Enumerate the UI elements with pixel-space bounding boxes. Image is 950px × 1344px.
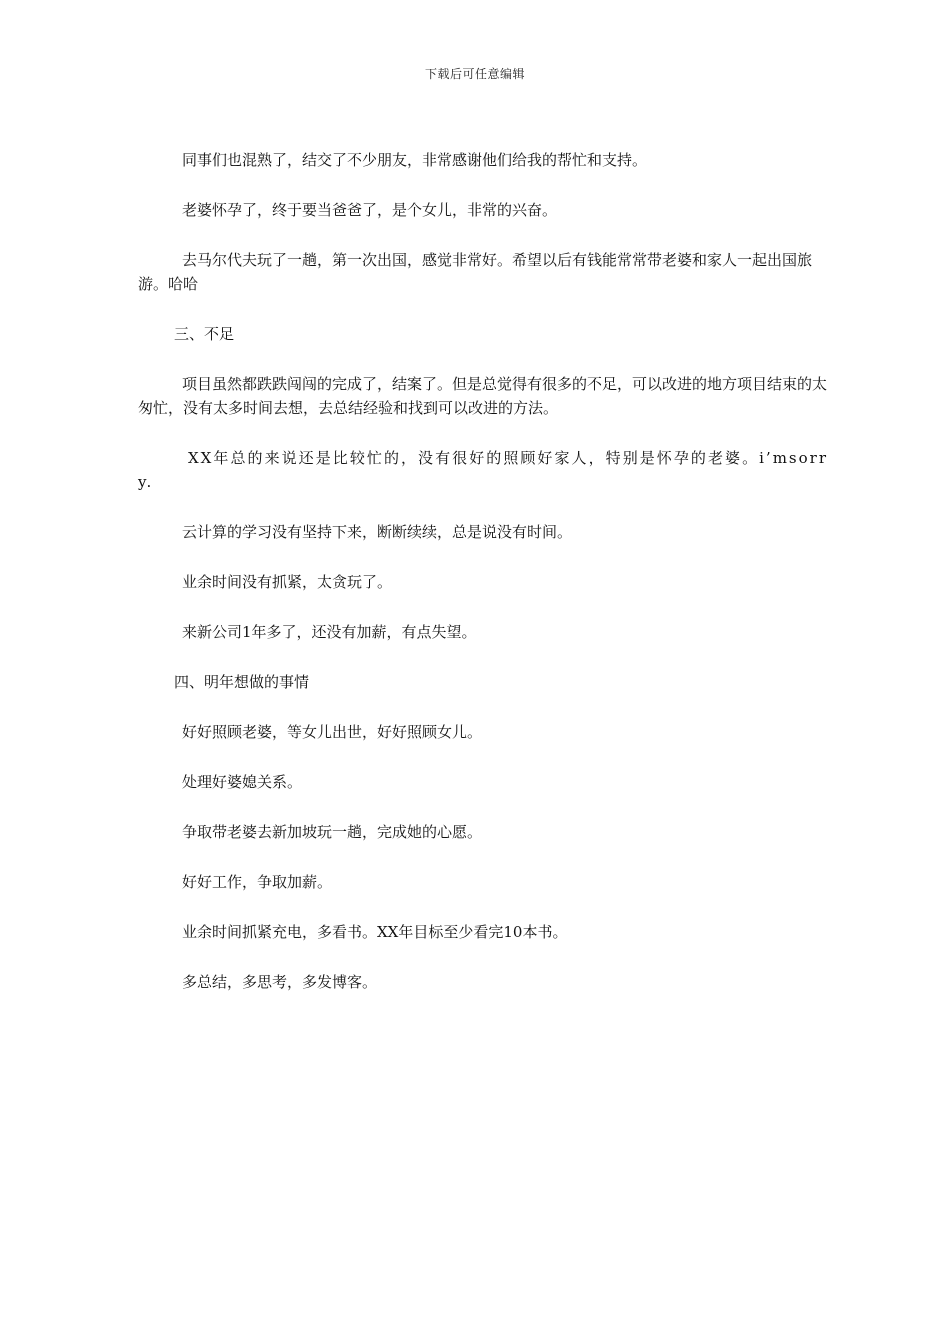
paragraph-no-raise: 来新公司1年多了，还没有加薪，有点失望。 bbox=[182, 623, 477, 641]
document-body bbox=[138, 148, 828, 994]
paragraph-cloud-computing: 云计算的学习没有坚持下来，断断续续，总是说没有时间。 bbox=[182, 523, 573, 541]
section-heading-next-year: 四、明年想做的事情 bbox=[174, 673, 310, 691]
paragraph-project-shortcomings: 项目虽然都跌跌闯闯的完成了，结案了。但是总觉得有很多的不足，可以改进的地方项目结束的太匆忙，没有太多时间去想，去总结经验和找到可以改进的方法。 bbox=[138, 375, 828, 417]
paragraph-busy-year: XX年总的来说还是比较忙的，没有很好的照顾好家人，特别是怀孕的老婆。i’msorry. bbox=[138, 449, 828, 491]
paragraph-blogging: 多总结，多思考，多发博客。 bbox=[182, 973, 378, 991]
paragraph-maldives-trip: 去马尔代夫玩了一趟，第一次出国，感觉非常好。希望以后有钱能常常带老婆和家人一起出国旅游。哈哈 bbox=[138, 251, 813, 293]
section-heading-shortcomings: 三、不足 bbox=[174, 325, 235, 343]
paragraph-singapore-trip: 争取带老婆去新加坡玩一趟，完成她的心愿。 bbox=[182, 823, 483, 841]
paragraph-work-raise: 好好工作，争取加薪。 bbox=[182, 873, 333, 891]
paragraph-wife-pregnant: 老婆怀孕了，终于要当爸爸了，是个女儿，非常的兴奋。 bbox=[182, 201, 558, 219]
paragraph-care-family: 好好照顾老婆，等女儿出世，好好照顾女儿。 bbox=[182, 723, 483, 741]
header-note: 下载后可任意编辑 bbox=[424, 67, 525, 81]
paragraph-reading-goal: 业余时间抓紧充电，多看书。XX年目标至少看完10本书。 bbox=[182, 923, 568, 941]
paragraph-in-laws: 处理好婆媳关系。 bbox=[182, 773, 303, 791]
paragraph-spare-time: 业余时间没有抓紧，太贪玩了。 bbox=[182, 573, 393, 591]
paragraph-colleagues: 同事们也混熟了，结交了不少朋友，非常感谢他们给我的帮忙和支持。 bbox=[182, 151, 648, 169]
